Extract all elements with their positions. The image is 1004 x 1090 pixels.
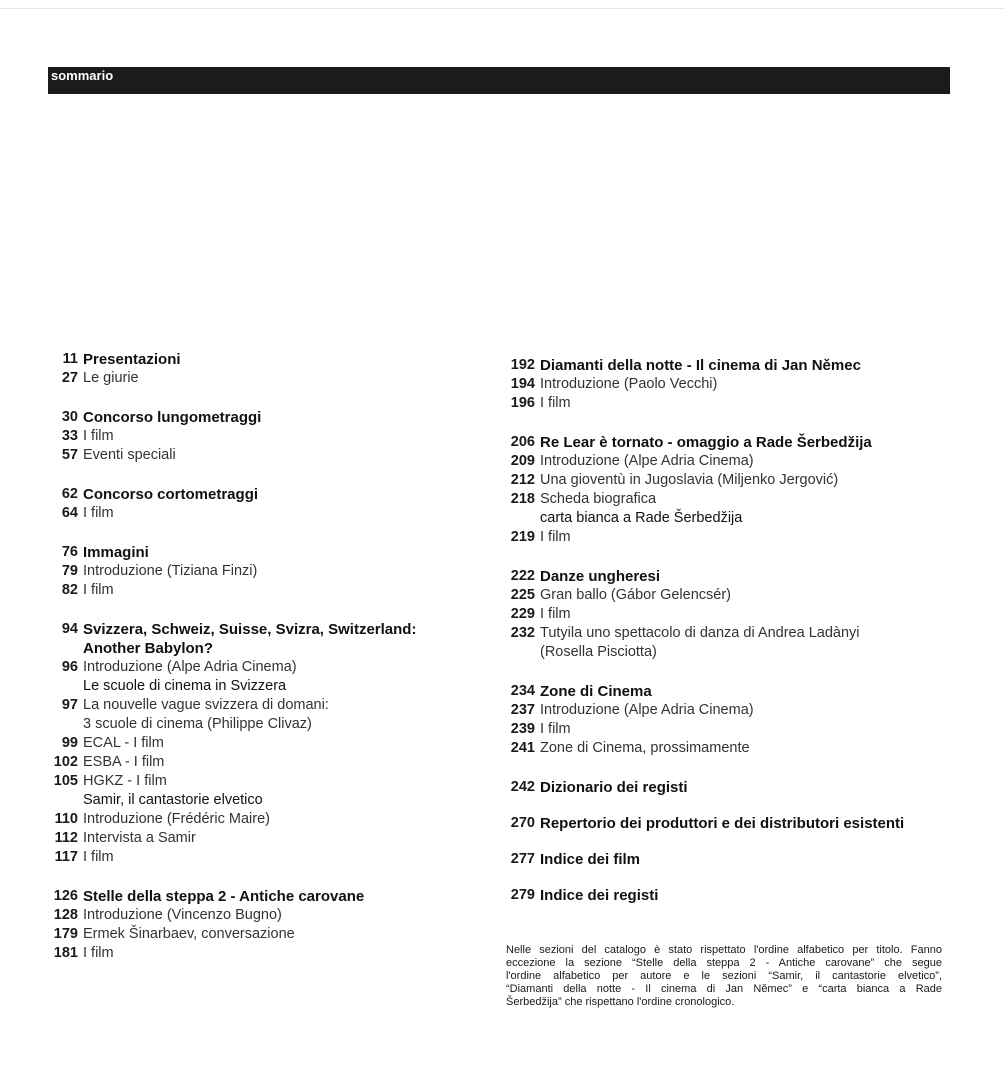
entry-title: Introduzione (Alpe Adria Cinema) (540, 453, 754, 469)
toc-group (505, 778, 965, 797)
toc-entry (43, 848, 473, 867)
toc-group (43, 620, 473, 867)
banner-title: sommario (51, 68, 114, 83)
page-number: 82 (61, 582, 78, 598)
toc-section-heading (43, 887, 473, 906)
entry-title: Zone di Cinema (540, 683, 652, 700)
entry-title: Indice dei registi (540, 887, 659, 904)
toc-section-heading (43, 408, 473, 427)
toc-group (505, 567, 965, 662)
entry-title: Concorso cortometraggi (83, 486, 259, 503)
page-number: 179 (53, 926, 78, 942)
toc-entry (43, 715, 473, 734)
toc-entry (43, 446, 473, 465)
toc-section-heading (43, 350, 473, 369)
entry-title: Indice dei film (540, 851, 641, 868)
page-number: 225 (510, 587, 535, 603)
entry-title: Intervista a Samir (83, 830, 196, 846)
toc-entry (43, 504, 473, 523)
toc-entry (505, 605, 965, 624)
toc-entry (43, 791, 473, 810)
page-number: 76 (61, 544, 78, 560)
toc-entry (43, 925, 473, 944)
toc-entry (43, 427, 473, 446)
entry-title: I film (83, 505, 114, 521)
entry-title: Le giurie (83, 370, 139, 386)
toc-group (505, 850, 965, 869)
page-number (505, 643, 540, 662)
toc-entry (43, 810, 473, 829)
top-rule (0, 8, 1004, 9)
toc-section-heading (505, 886, 965, 905)
entry-title: Stelle della steppa 2 - Antiche carovane (83, 888, 365, 905)
entry-title: Dizionario dei registi (540, 779, 688, 796)
page-number (505, 509, 540, 528)
entry-title: Repertorio dei produttori e dei distributori esistenti (540, 815, 905, 832)
entry-title: I film (83, 945, 114, 961)
page-number: 126 (53, 888, 78, 904)
note-line: eccezione la sezione “Stelle della steppa 2 - Antiche carovane” che segue (506, 957, 942, 969)
page-number: 27 (61, 370, 78, 386)
entry-title: Tutyila uno spettacolo di danza di Andrea Ladànyi (540, 625, 860, 641)
page-number: 105 (53, 773, 78, 789)
entry-title: Gran ballo (Gábor Gelencsér) (540, 587, 731, 603)
page-number: 239 (510, 721, 535, 737)
page-number: 279 (510, 887, 535, 903)
page-number: 219 (510, 529, 535, 545)
toc-entry (505, 394, 965, 413)
toc-entry (43, 906, 473, 925)
entry-title: Re Lear è tornato - omaggio a Rade Šerbedžija (540, 434, 872, 451)
entry-title: Introduzione (Alpe Adria Cinema) (540, 702, 754, 718)
toc-group (43, 350, 473, 388)
page-number (43, 791, 83, 810)
toc-entry (505, 375, 965, 394)
toc-entry (43, 677, 473, 696)
toc-group (505, 433, 965, 547)
entry-title: I film (540, 529, 571, 545)
entry-title: Svizzera, Schweiz, Suisse, Svizra, Switzerland: (83, 621, 417, 638)
page-number: 222 (510, 568, 535, 584)
catalogue-note (506, 944, 942, 1009)
page-number: 242 (510, 779, 535, 795)
page-number: 229 (510, 606, 535, 622)
toc-group (505, 886, 965, 905)
page-number: 62 (61, 486, 78, 502)
toc-entry (505, 528, 965, 547)
toc-group (43, 887, 473, 963)
toc-entry (505, 490, 965, 509)
entry-title: I film (83, 849, 114, 865)
note-line: Nelle sezioni del catalogo è stato rispettato l'ordine alfabetico per titolo. Fanno (506, 944, 942, 956)
entry-title: Eventi speciali (83, 447, 176, 463)
entry-title: (Rosella Pisciotta) (540, 644, 657, 660)
toc-section-heading (505, 850, 965, 869)
entry-title: Concorso lungometraggi (83, 409, 262, 426)
page-number: 194 (510, 376, 535, 392)
entry-title: ESBA - I film (83, 754, 165, 770)
toc-entry (43, 753, 473, 772)
toc-entry (505, 643, 965, 662)
entry-title: Presentazioni (83, 351, 181, 368)
toc-section-heading (505, 433, 965, 452)
toc-right-column (505, 356, 965, 922)
page-number (43, 677, 83, 696)
toc-entry (505, 739, 965, 758)
page-number: 112 (54, 830, 78, 846)
note-line: l'ordine alfabetico per autore e le sezioni “Samir, il cantastorie elvetico”, (506, 970, 942, 982)
section-banner (48, 67, 950, 94)
entry-title: Introduzione (Frédéric Maire) (83, 811, 270, 827)
entry-title: 3 scuole di cinema (Philippe Clivaz) (83, 716, 312, 732)
page-number: 277 (510, 851, 535, 867)
toc-entry (43, 658, 473, 677)
entry-title: HGKZ - I film (83, 773, 167, 789)
page-number: 270 (510, 815, 535, 831)
entry-title: Introduzione (Paolo Vecchi) (540, 376, 718, 392)
entry-title: Immagini (83, 544, 149, 561)
toc-group (505, 356, 965, 413)
entry-title: Introduzione (Tiziana Finzi) (83, 563, 258, 579)
page-number: 33 (61, 428, 78, 444)
toc-section-heading (505, 356, 965, 375)
toc-entry (505, 720, 965, 739)
page-number: 102 (53, 754, 78, 770)
page-number: 181 (53, 945, 78, 961)
entry-title: Introduzione (Vincenzo Bugno) (83, 907, 282, 923)
page-number: 11 (62, 351, 78, 367)
entry-title: I film (540, 395, 571, 411)
page-number: 218 (510, 491, 535, 507)
toc-entry (505, 624, 965, 643)
page-number: 232 (510, 625, 535, 641)
page-number: 241 (510, 740, 535, 756)
toc-section-heading (505, 682, 965, 701)
page-number: 57 (61, 447, 78, 463)
entry-title: Scheda biografica (540, 491, 657, 507)
page-number: 94 (61, 621, 78, 637)
toc-group (505, 814, 965, 833)
entry-title: I film (540, 721, 571, 737)
toc-section-heading (43, 620, 473, 639)
toc-entry (505, 452, 965, 471)
toc-section-heading (505, 567, 965, 586)
page-number: 209 (510, 453, 535, 469)
entry-title: Diamanti della notte - Il cinema di Jan Němec (540, 357, 861, 374)
toc-entry (43, 944, 473, 963)
toc-entry (505, 471, 965, 490)
toc-entry (505, 509, 965, 528)
toc-entry (505, 701, 965, 720)
entry-title: Another Babylon? (83, 640, 213, 657)
toc-entry (43, 562, 473, 581)
page-number (43, 715, 83, 734)
page-number: 117 (54, 849, 78, 865)
toc-section-heading (505, 814, 965, 833)
page-number (43, 639, 83, 658)
page-number: 128 (53, 907, 78, 923)
toc-section-heading (43, 543, 473, 562)
toc-entry (43, 734, 473, 753)
entry-title: I film (83, 428, 114, 444)
page-number: 99 (61, 735, 78, 751)
toc-entry (43, 829, 473, 848)
entry-title: carta bianca a Rade Šerbedžija (540, 510, 743, 526)
entry-title: Zone di Cinema, prossimamente (540, 740, 750, 756)
entry-title: I film (83, 582, 114, 598)
page-number: 97 (61, 697, 78, 713)
toc-entry (43, 581, 473, 600)
toc-group (43, 543, 473, 600)
entry-title: La nouvelle vague svizzera di domani: (83, 697, 329, 713)
page-number: 30 (61, 409, 78, 425)
entry-title: ECAL - I film (83, 735, 164, 751)
page-number: 212 (510, 472, 535, 488)
entry-title: Le scuole di cinema in Svizzera (83, 678, 287, 694)
toc-section-heading (43, 485, 473, 504)
entry-title: Introduzione (Alpe Adria Cinema) (83, 659, 297, 675)
toc-group (43, 485, 473, 523)
toc-left-column (43, 350, 473, 983)
entry-title: I film (540, 606, 571, 622)
page-number: 64 (61, 505, 78, 521)
note-line: “Diamanti della notte - Il cinema di Jan Němec” e “carta bianca a Rade (506, 983, 942, 995)
page-number: 237 (510, 702, 535, 718)
page-number: 234 (510, 683, 535, 699)
toc-section-heading (43, 639, 473, 658)
entry-title: Una gioventù in Jugoslavia (Miljenko Jergović) (540, 472, 839, 488)
toc-group (505, 682, 965, 758)
page-number: 79 (61, 563, 78, 579)
toc-entry (505, 586, 965, 605)
entry-title: Samir, il cantastorie elvetico (83, 792, 263, 808)
page-number: 110 (54, 811, 78, 827)
toc-section-heading (505, 778, 965, 797)
page-number: 196 (510, 395, 535, 411)
entry-title: Ermek Šinarbaev, conversazione (83, 926, 295, 942)
page-number: 192 (510, 357, 535, 373)
page-number: 206 (510, 434, 535, 450)
toc-entry (43, 772, 473, 791)
entry-title: Danze ungheresi (540, 568, 661, 585)
toc-entry (43, 696, 473, 715)
toc-group (43, 408, 473, 465)
page-number: 96 (61, 659, 78, 675)
note-line: Šerbedžija” che rispettano l'ordine cronologico. (506, 996, 735, 1008)
toc-entry (43, 369, 473, 388)
